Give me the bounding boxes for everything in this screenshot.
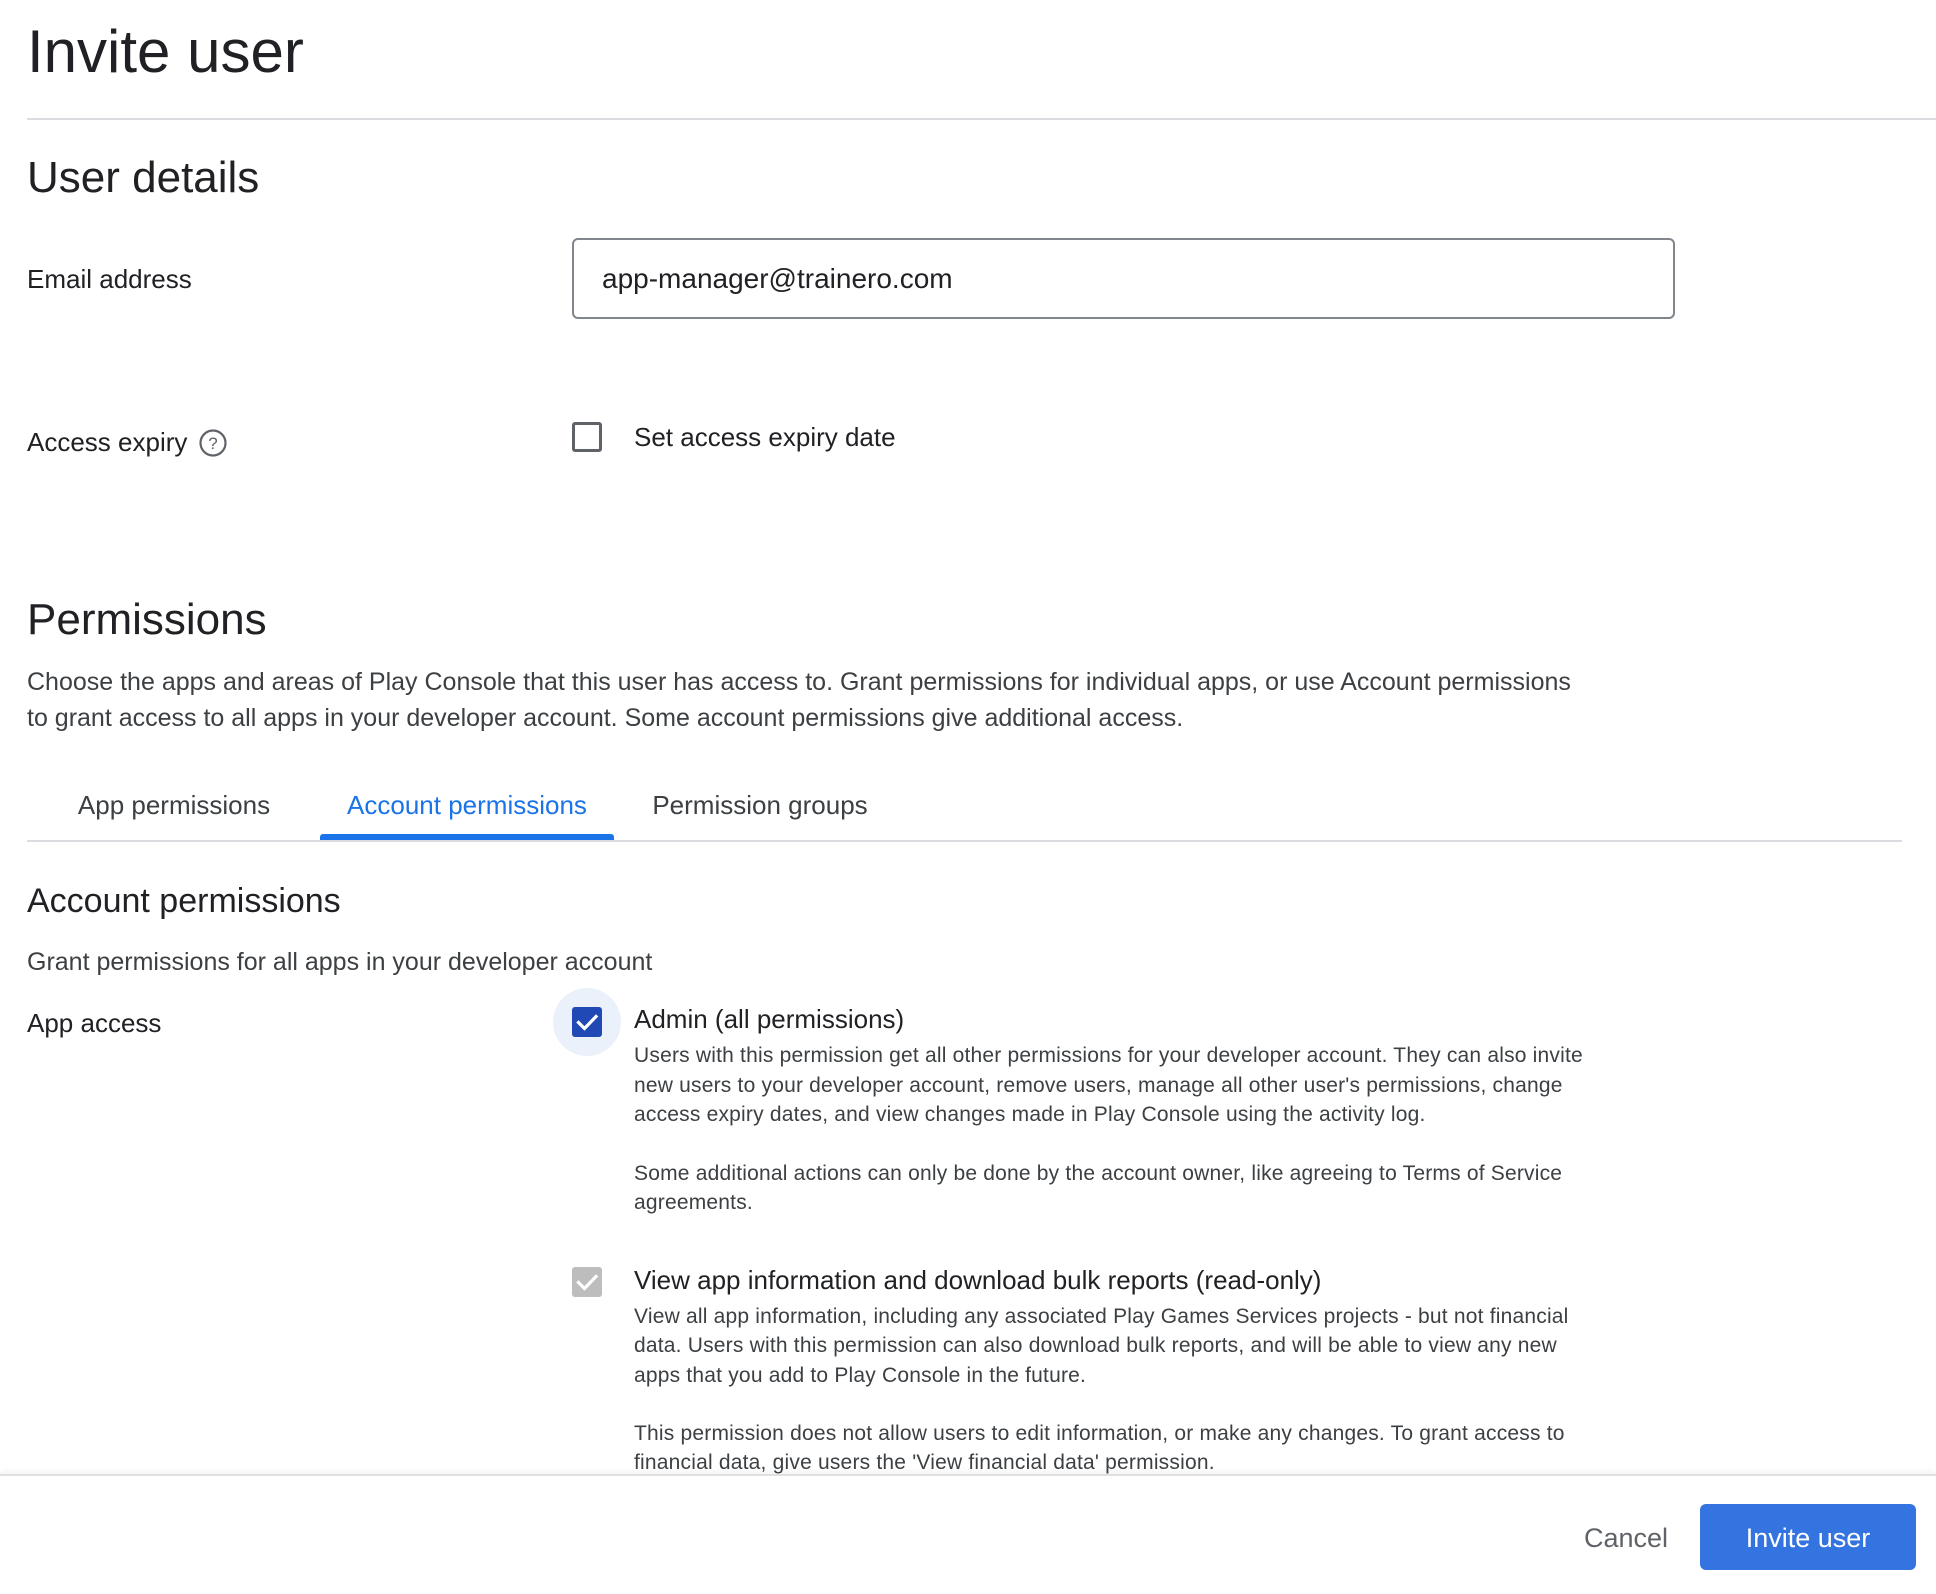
admin-permission-note-line-1: Some additional actions can only be done by the account owner, like agreeing to Terms of Service [634, 1162, 1563, 1185]
permissions-heading: Permissions [27, 595, 267, 644]
view-app-info-note-line-2: financial data, give users the 'View financial data' permission. [634, 1451, 1215, 1474]
email-field[interactable] [572, 238, 1675, 319]
permissions-description-line-1: Choose the apps and areas of Play Console that this user has access to. Grant permissions for individual apps, or use Account permissions [27, 668, 1571, 696]
view-app-info-note-line-1: This permission does not allow users to edit information, or make any changes. To grant access to [634, 1422, 1565, 1445]
invite-user-button[interactable]: Invite user [1700, 1504, 1916, 1570]
tab-permission-groups[interactable]: Permission groups [652, 790, 868, 820]
email-label: Email address [27, 264, 192, 294]
svg-text:?: ? [208, 434, 218, 453]
user-details-heading: User details [27, 153, 260, 202]
view-app-info-desc-line-1: View all app information, including any associated Play Games Services projects - but not financial [634, 1305, 1569, 1328]
admin-permission-checkbox[interactable] [572, 1007, 602, 1037]
admin-permission-desc-line-1: Users with this permission get all other permissions for your developer account. They can also invite [634, 1044, 1583, 1067]
account-permissions-subtitle: Grant permissions for all apps in your developer account [27, 948, 653, 976]
view-app-info-desc-line-3: apps that you add to Play Console in the future. [634, 1364, 1087, 1387]
header-divider [27, 118, 1936, 120]
checkmark-icon [572, 1267, 602, 1297]
checkmark-icon [572, 1007, 602, 1037]
permissions-description-line-2: to grant access to all apps in your developer account. Some account permissions give additional access. [27, 704, 1184, 732]
admin-permission-title: Admin (all permissions) [634, 1004, 905, 1034]
view-app-info-title: View app information and download bulk reports (read-only) [634, 1265, 1322, 1295]
tab-account-permissions[interactable]: Account permissions [347, 790, 587, 820]
access-expiry-label: Access expiry [27, 427, 188, 457]
app-access-label: App access [27, 1008, 162, 1038]
page-title: Invite user [27, 18, 304, 85]
view-app-info-desc-line-2: data. Users with this permission can also download bulk reports, and will be able to view any new [634, 1334, 1557, 1357]
account-permissions-heading: Account permissions [27, 882, 341, 920]
cancel-button[interactable]: Cancel [1568, 1505, 1684, 1569]
admin-permission-desc-line-2: new users to your developer account, remove users, manage all other user's permissions, change [634, 1074, 1563, 1097]
access-expiry-checkbox-label: Set access expiry date [634, 422, 896, 452]
tab-app-permissions[interactable]: App permissions [77, 790, 271, 820]
tabs-divider [27, 840, 1902, 842]
access-expiry-checkbox[interactable] [572, 422, 602, 452]
admin-permission-desc-line-3: access expiry dates, and view changes made in Play Console using the activity log. [634, 1103, 1426, 1126]
help-circle-icon[interactable] [198, 428, 228, 458]
view-app-info-checkbox [572, 1267, 602, 1297]
admin-permission-note-line-2: agreements. [634, 1191, 753, 1214]
